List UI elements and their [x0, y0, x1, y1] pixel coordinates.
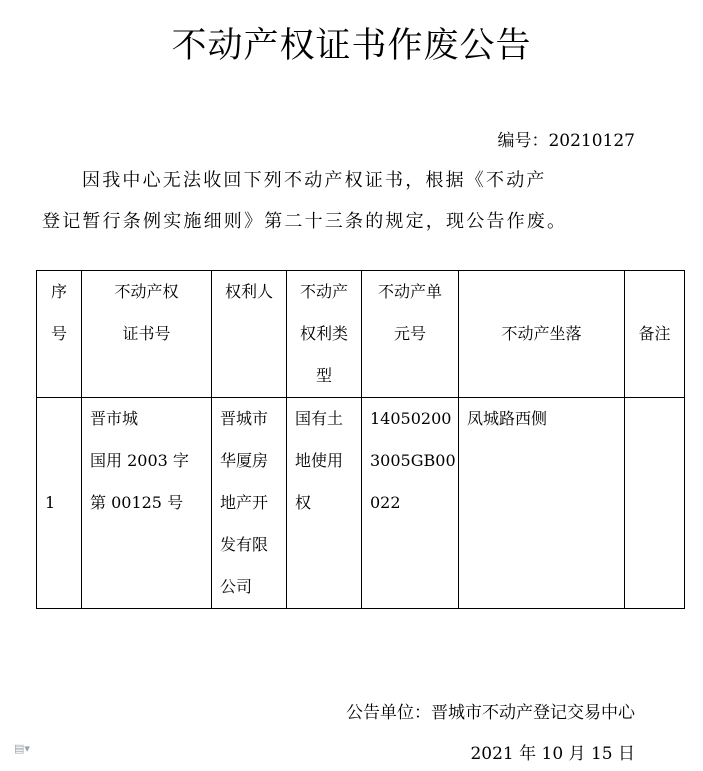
issuing-unit: 公告单位：晋城市不动产登记交易中心: [346, 703, 635, 723]
page-title: 不动产权证书作废公告: [171, 26, 532, 66]
cell-right-type: 国有土 地使用 权: [287, 398, 362, 609]
notice-table: [36, 270, 685, 609]
body-paragraph-line-1: 因我中心无法收回下列不动产权证书，根据《不动产: [82, 170, 547, 191]
document-number: 编号：20210127: [497, 131, 635, 151]
issue-date: 2021 年 10 月 15 日: [470, 744, 635, 764]
cell-location: 凤城路西侧: [459, 398, 625, 609]
header-unit-number: 不动产单 元号: [362, 271, 459, 398]
table-header-row: [37, 271, 685, 398]
header-note: 备注: [625, 271, 685, 398]
body-paragraph-line-2: 登记暂行条例实施细则》第二十三条的规定，现公告作废。: [42, 211, 568, 232]
header-location: 不动产坐落: [459, 271, 625, 398]
header-right-type: 不动产 权利类 型: [287, 271, 362, 398]
cell-seq: 1: [37, 398, 82, 609]
header-seq: 序 号: [37, 271, 82, 398]
header-owner: 权利人: [212, 271, 287, 398]
cell-note: [625, 398, 685, 609]
cell-unit-number: 14050200 3005GB00 022: [362, 398, 459, 609]
header-cert-number: 不动产权 证书号: [82, 271, 212, 398]
cell-cert-number: 晋市城 国用 2003 字 第 00125 号: [82, 398, 212, 609]
paste-options-icon[interactable]: ▤▾: [14, 742, 30, 755]
table-row: [37, 398, 685, 609]
cell-owner: 晋城市 华厦房 地产开 发有限 公司: [212, 398, 287, 609]
